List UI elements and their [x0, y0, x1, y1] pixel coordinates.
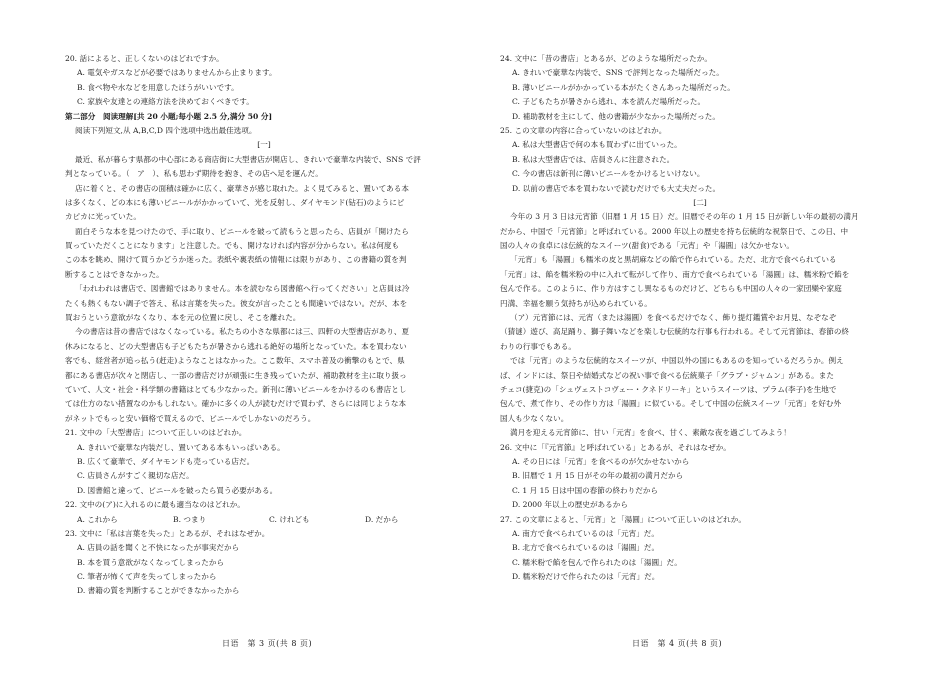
answer-option: B. 広くて豪華で、ダイヤモンドも売っている店だ。	[77, 456, 255, 466]
right-column	[500, 52, 900, 584]
text-line: だから、中国で「元宵節」と呼ばれている。2000 年以上の歴史を持ち伝統的な祝祭日で、この日、中	[500, 226, 849, 236]
text-line: 26. 文中に「『元宵節』と呼ばれている」とあるが、それはなぜか。	[500, 442, 731, 452]
text-line: 今年の 3 月 3 日は元宵節（旧暦 1 月 15 日）だ。旧暦でその年の 1 月 15 日が新しい年の最初の満月	[510, 212, 859, 222]
text-line: 阅读下列短文,从 A,B,C,D 四个选项中选出最佳选项。	[75, 125, 257, 135]
text-line: 国人も少なくない。	[500, 413, 569, 423]
text-line: ていて、人文・社会・科学類の書籍はとても少なかった。新刊に薄いビニールをかけるのも書店とし	[65, 384, 407, 394]
text-line: 最近、私が暮らす県都の中心部にある商店街に大型書店が開店し、きれいで豪華な内装で、SNS で評	[75, 154, 421, 164]
text-line: 24. 文中に「昔の書店」とあるが、どのような場所だったか。	[500, 54, 712, 63]
answer-option: C. 子どもたちが暑さから逃れ、本を読んだ場所だった。	[512, 97, 706, 107]
text-line: この本を眺め、開けて買うかどうか迷った。表紙や裏表紙の情報には限りがあり、この書籍の質を判	[65, 255, 407, 265]
answer-option: D. 糯米粉だけで作られたのは「元宵」だ。	[512, 572, 660, 582]
answer-option: B. 私は大型書店では、店員さんに注意された。	[512, 154, 675, 164]
text-line: カピカに光っていた。	[65, 212, 141, 222]
q22-option: D. だから	[365, 514, 399, 524]
text-line: チェコ(捷克)の「シュヴェストコヴェー・クネドリーキ」というスイーツは、プラム(李子)を生地で	[500, 384, 837, 394]
text-line: 国の人々の食卓には伝統的なスイーツ(甜食)である「元宵」や「湯圓」は欠かせない。	[500, 241, 795, 251]
page-footer-right: 日语 第 4 页(共 8 页)	[632, 639, 723, 648]
text-line: 23. 文中に「私は言葉を失った」とあるが、それはなぜか。	[65, 528, 270, 538]
text-line: 判となっている。（ ア ）、私も思わず期待を抱き、その店へ足を運んだ。	[65, 169, 323, 179]
text-line: 22. 文中の(ア)に入れるのに最も適当なのはどれか。	[65, 500, 245, 510]
text-line: 包んで作る。このように、作り方はすこし異なるものだけど、どちらも中国の人々の一家団欒や家庭	[500, 284, 842, 294]
text-line: 20. 話によると、正しくないのはどれですか。	[65, 54, 224, 63]
answer-option: C. 今の書店は新刊に薄いビニールをかけるといけない。	[512, 169, 705, 179]
answer-option: A. きれいで豪華な内装だし、置いてある本もいっぱいある。	[77, 442, 285, 452]
section-heading: [一]	[257, 140, 271, 150]
answer-option: A. きれいで豪華な内装で、SNS で評判となった場所だった。	[512, 68, 724, 78]
answer-option: B. 旧暦で 1 月 15 日がその年の最初の満月だから	[512, 471, 684, 481]
text-line: 休みになると、どの大型書店も子どもたちが暑さから逃れる絶好の場所となっていた。本を買わない	[65, 341, 407, 351]
answer-option: C. 筆者が怖くて声を失ってしまったから	[77, 572, 217, 582]
answer-option: B. 薄いビニールがかかっている本がたくさんあった場所だった。	[512, 82, 735, 92]
answer-option: A. 店員の話を聞くと不快になったが事実だから	[77, 543, 240, 553]
page-footer-left: 日语 第 3 页(共 8 页)	[222, 639, 313, 648]
text-line: 21. 文中の「大型書店」について正しいのはどれか。	[65, 428, 247, 438]
text-line: 今の書店は昔の書店ではなくなっている。私たちの小さな県都には三、四軒の大型書店があり、夏	[75, 327, 410, 337]
answer-option: B. 本を買う意欲がなくなってしまったから	[77, 557, 225, 567]
answer-option: A. その日には「元宵」を食べるのが欠かせないから	[512, 456, 690, 466]
answer-option: B. 食べ物や水などを用意したほうがいいです。	[77, 82, 239, 92]
answer-option: C. 1 月 15 日は中国の春節の終わりだから	[512, 485, 659, 495]
text-line: 断することはできなかった。	[65, 269, 164, 279]
text-line: 面白そうな本を見つけたので、手に取り、ビニールを破って読もうと思ったら、店員が「開けたら	[75, 226, 409, 236]
answer-option: D. 図書館と違って、ビニールを破ったら買う必要がある。	[77, 485, 278, 495]
q22-options	[65, 513, 463, 527]
text-line: 包んで、煮て作り、その作り方は「湯圓」に似ている。そして中国の伝統スイーツ「元宵」を好む外	[500, 399, 842, 409]
answer-option: D. 以前の書店で本を買わないで読むだけでも大丈夫だった。	[512, 183, 721, 193]
answer-option: C. 家族や友達との連絡方法を決めておくべきです。	[77, 97, 254, 107]
text-line: は多くなく、どの本にも薄いビニールがかかっていて、光を反射し、ダイヤモンド(钻石)のようにピ	[65, 197, 405, 207]
text-line: わりの行事でもある。	[500, 341, 576, 351]
answer-option: C. 糯米粉で餡を包んで作られたのは「湯圓」だ。	[512, 557, 682, 567]
answer-option: D. 補助教材を主にして、他の書籍が少なかった場所だった。	[512, 111, 720, 121]
answer-option: D. 2000 年以上の歴史があるから	[512, 500, 628, 510]
text-line: ば、インドには、祭日や結婚式などの祝い事で食べる伝統菓子「グラブ・ジャムン」がある。また	[500, 370, 834, 380]
left-column	[65, 52, 463, 599]
text-line: 「元宵」は、餡を糯米粉の中に入れて転がして作り、南方で食べられている「湯圓」は、糯米粉で餡を	[500, 269, 850, 279]
answer-option: C. 店員さんがすごく親切な店だ。	[77, 471, 194, 481]
q22-option: C. けれども	[269, 514, 310, 524]
answer-option: A. 南方で食べられているのは「元宵」だ。	[512, 528, 659, 538]
text-line: 買っていただくことになります」と注意した。でも、開けなければ内容が分からない。私は何度も	[65, 241, 400, 251]
text-line: （猜谜）遊び、高足踊り、獅子舞いなどを楽しむ伝統的な行事も行われる。そして元宵節は、春節の終	[500, 327, 850, 337]
text-line: 27. この文章によると、「元宵」と「湯圓」について正しいのはどれか。	[500, 514, 746, 524]
text-line: 店に着くと、その書店の面積は確かに広く、豪華さが感じ取れた。よく見てみると、置いてある本	[75, 183, 409, 193]
answer-option: D. 書籍の質を判断することができなかったから	[77, 586, 240, 596]
text-line: 都にある書店が次々と閉店し、一部の書店だけが頑張に生き残っていたが、補助教材を主に取り扱っ	[65, 370, 407, 380]
text-line: 満月を迎える元宵節に、甘い「元宵」を食べ、甘く、素敵な夜を過ごしてみよう！	[510, 428, 791, 438]
text-line: たくも熱くもない調子で答え、私は言葉を失った。彼女が言ったことも間違いではない。だが、本を	[65, 298, 408, 308]
q22-option: A. これから	[77, 514, 118, 524]
answer-option: A. 私は大型書店で何の本も買わずに出ていった。	[512, 140, 682, 150]
text-line: では「元宵」のような伝統的なスイーツが、中国以外の国にもあるのを知っているだろうか。例え	[510, 356, 844, 366]
text-line: 「われわれは書店で、図書館ではありません。本を読むなら図書館へ行ってください」と店員は冷	[75, 284, 410, 294]
text-line: 買おうという意欲がなくなり、本を元の位置に戻し、そこを離れた。	[65, 313, 301, 323]
text-line: ては仕方のない措置なのかもしれない。確かに多くの人が読むだけで買わず、さらには同じような本	[65, 399, 407, 409]
answer-option: A. 電気やガスなどが必要ではありませんから止まります。	[77, 68, 277, 78]
section-heading: [二]	[693, 197, 707, 207]
text-line: がネットでもっと安い価格で買えるので、ビニールでしかないのだろう。	[65, 413, 316, 423]
q22-option: B. つまり	[173, 514, 207, 524]
text-line: 第二部分 阅读理解[共 20 小题;每小题 2.5 分,满分 50 分]	[65, 111, 273, 121]
text-line: 「元宵」も「湯圓」も糯米の皮と黒胡麻などの餡で作られている。ただ、北方で食べられている	[510, 255, 837, 265]
text-line: （ア）元宵節には、元宵（または湯圓）を食べるだけでなく、飾り提灯鑑賞やお月見、なぞなぞ	[510, 313, 837, 323]
text-line: 25. この文章の内容に合っていないのはどれか。	[500, 125, 667, 135]
text-line: 円満、幸福を願う気持ちが込められている。	[500, 298, 652, 308]
answer-option: B. 北方で食べられているのは「湯圓」だ。	[512, 543, 660, 553]
text-line: 客でも、経営者が追っ払う(赶走)ようなことはなかった。ここ数年、スマホ普及の衝撃のもとで、県	[65, 356, 405, 366]
